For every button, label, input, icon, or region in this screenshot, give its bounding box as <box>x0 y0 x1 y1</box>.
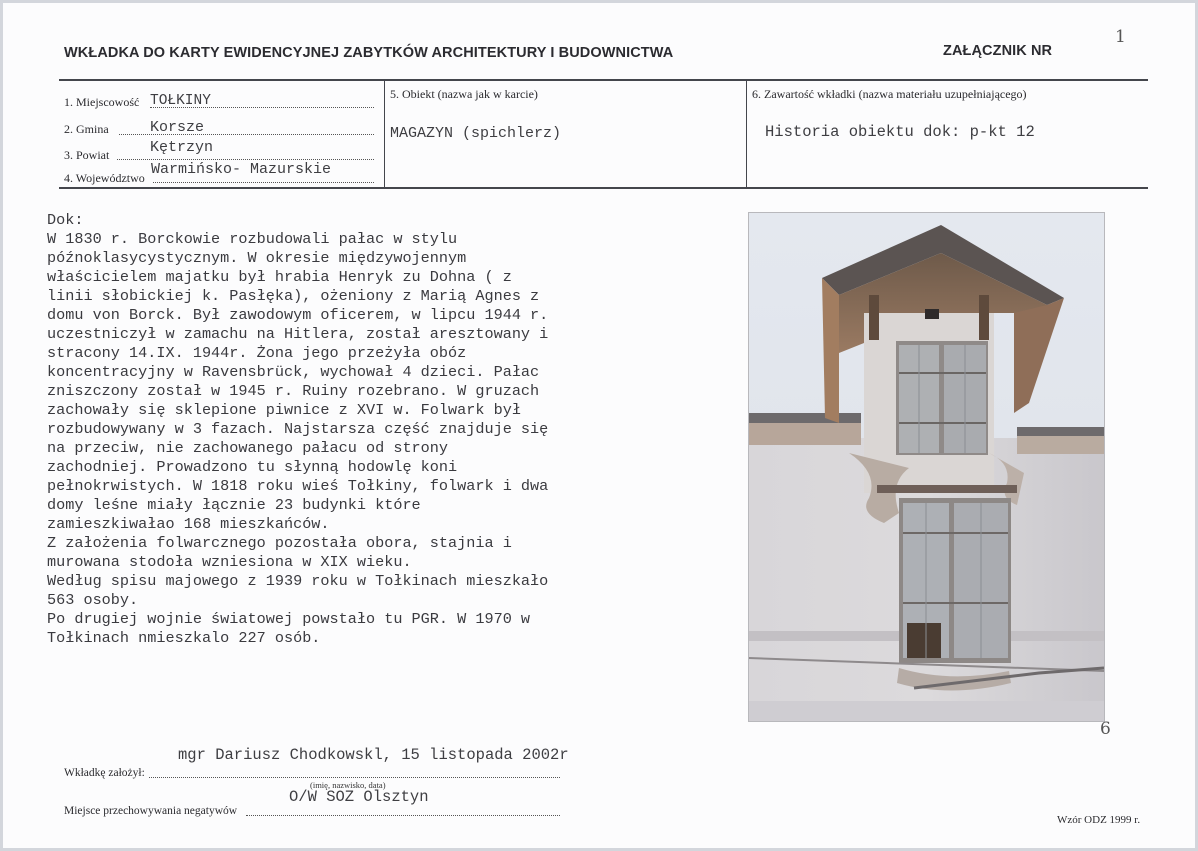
photo-number: 6 <box>1100 719 1111 739</box>
powiat-line <box>117 159 374 160</box>
description-line: 563 osoby. <box>47 591 139 609</box>
description-line: stracony 14.IX. 1944r. Żona jego przeżyła obóz <box>47 344 467 362</box>
gmina-value: Korsze <box>150 119 205 136</box>
form-code: Wzór ODZ 1999 r. <box>1057 814 1141 826</box>
miejscowosc-label: 1. Miejscowość <box>64 95 140 109</box>
description-line: domu von Borck. Był zawodowym oficerem, w lipcu 1944 r. <box>47 306 549 324</box>
description-line: murowana stodoła wzniesiona w XIX wieku. <box>47 553 412 571</box>
powiat-value: Kętrzyn <box>150 139 214 156</box>
description-line: domy leśne miały łącznie 23 budynki które <box>47 496 421 514</box>
description-line: linii słobickiej k. Pasłęka), ożeniony z Marią Agnes z <box>47 287 540 305</box>
historical-description <box>47 211 737 648</box>
object-value: MAGAZYN (spichlerz) <box>390 125 562 142</box>
description-line: Z założenia folwarcznego pozostała obora, stajnia i <box>47 534 512 552</box>
negatives-line <box>246 815 560 816</box>
description-line: zachodniej. Prowadzono tu słynną hodowlę koni <box>47 458 458 476</box>
page-number: 1 <box>1115 27 1126 47</box>
description-line: rozbudowywany w 3 fazach. Najstarsza część znajduje się <box>47 420 549 438</box>
description-line: uczestniczył w zamachu na Hitlera, został aresztowany i <box>47 325 549 343</box>
column-divider-2 <box>746 80 747 188</box>
description-line: zniszczony został w 1945 r. Ruiny rozebrano. W gruzach <box>47 382 540 400</box>
description-line: Dok: <box>47 211 84 229</box>
description-line: zamieszkiwałao 168 mieszkańców. <box>47 515 330 533</box>
description-line: pełnokrwistych. W 1818 roku wieś Tołkiny, folwark i dwa <box>47 477 549 495</box>
description-line: Według spisu majowego z 1939 roku w Tołkinach mieszkało <box>47 572 549 590</box>
document-page <box>3 3 1195 848</box>
description-line: Tołkinach nmieszkalo 227 osób. <box>47 629 321 647</box>
wojewodztwo-value: Warmińsko- Mazurskie <box>151 161 332 178</box>
description-line: na przeciw, nie zachowanego pałacu od strony <box>47 439 449 457</box>
wojewodztwo-label: 4. Województwo <box>64 171 145 185</box>
header-bottom-rule <box>59 187 1148 189</box>
contents-label: 6. Zawartość wkładki (nazwa materiału uzupełniającego) <box>752 87 1027 101</box>
object-label: 5. Obiekt (nazwa jak w karcie) <box>390 87 538 101</box>
description-line: Po drugiej wojnie światowej powstało tu PGR. W 1970 w <box>47 610 531 628</box>
form-title: WKŁADKA DO KARTY EWIDENCYJNEJ ZABYTKÓW ARCHITEKTURY I BUDOWNICTWA <box>64 45 674 61</box>
description-line: właścicielem majatku był hrabia Henryk zu Dohna ( z <box>47 268 512 286</box>
column-divider-1 <box>384 80 385 188</box>
negatives-value: O/W SOZ Olsztyn <box>289 788 429 806</box>
description-line: W 1830 r. Borckowie rozbudowali pałac w stylu <box>47 230 458 248</box>
author-label: Wkładkę założył: <box>64 767 145 779</box>
description-line: późnoklasycystycznym. W okresie międzywojennym <box>47 249 467 267</box>
author-hint: (imię, nazwisko, data) <box>310 780 386 790</box>
building-photograph <box>748 212 1105 722</box>
header-top-rule <box>59 79 1148 81</box>
powiat-label: 3. Powiat <box>64 148 110 162</box>
negatives-label: Miejsce przechowywania negatywów <box>64 805 238 817</box>
attachment-number-label: ZAŁĄCZNIK NR <box>943 43 1053 59</box>
description-line: zachowały się sklepione piwnice z XVI w. Folwark był <box>47 401 521 419</box>
gmina-label: 2. Gmina <box>64 122 109 136</box>
author-line <box>149 777 560 778</box>
contents-value: Historia obiektu dok: p-kt 12 <box>765 123 1035 141</box>
granary-dormer-image <box>749 213 1104 721</box>
miejscowosc-value: TOŁKINY <box>150 93 211 109</box>
wojewodztwo-line <box>153 182 374 183</box>
author-value: mgr Dariusz Chodkowskl, 15 listopada 2002r <box>178 746 569 764</box>
description-line: koncentracyjny w Ravensbrück, wychował 4 dzieci. Pałac <box>47 363 540 381</box>
